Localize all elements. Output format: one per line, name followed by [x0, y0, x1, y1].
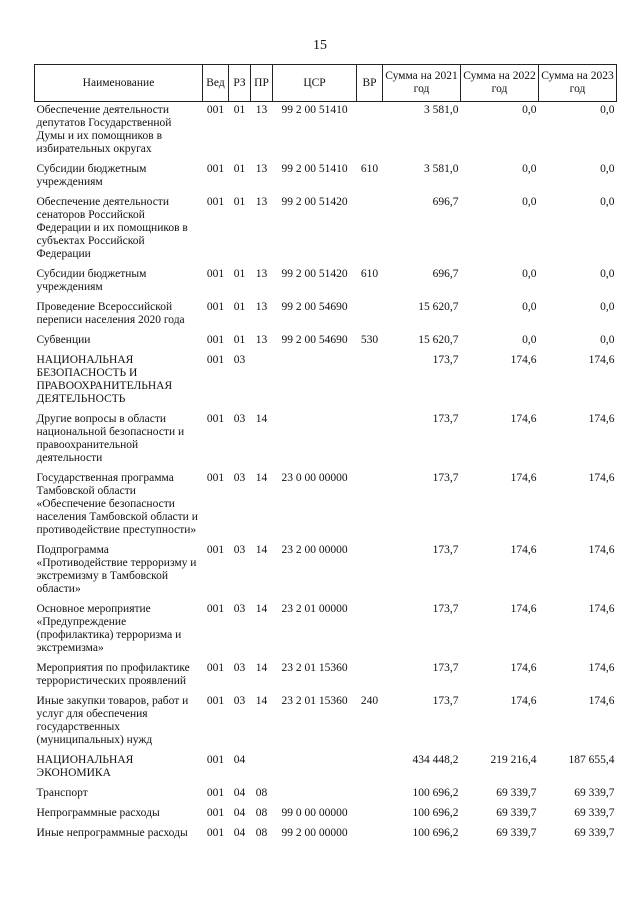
row-sum-2023: 174,6 — [588, 472, 615, 484]
row-name: Обеспечение деятельности сенаторов Российской Федерации и их помощников в субъектах Российской Федерации — [36, 196, 188, 260]
row-sum-2021: 173,7 — [432, 695, 459, 707]
row-pr: 13 — [255, 334, 268, 346]
row-sum-2022: 174,6 — [510, 603, 537, 615]
row-sum-2021: 173,7 — [432, 472, 459, 484]
row-ved: 001 — [206, 413, 225, 425]
row-vr — [357, 785, 383, 805]
row-vr — [357, 352, 383, 411]
row-sum-2023: 0,0 — [600, 196, 615, 208]
row-name: Подпрограмма «Противодействие терроризму и экстремизму в Тамбовской области» — [36, 544, 197, 595]
row-ved: 001 — [206, 603, 225, 615]
header-vr: ВР — [357, 65, 383, 102]
header-sum-2021: Сумма на 2021 год — [383, 65, 461, 102]
row-sum-2022: 174,6 — [510, 544, 537, 556]
row-vr — [357, 660, 383, 693]
row-ved: 001 — [206, 354, 225, 366]
row-name: Государственная программа Тамбовской области «Обеспечение безопасности населения Тамбовской области и противодействие преступности» — [36, 472, 198, 536]
row-sum-2022: 0,0 — [522, 196, 537, 208]
row-rz: 04 — [233, 754, 246, 766]
row-pr: 14 — [255, 472, 268, 484]
row-sum-2022: 0,0 — [522, 163, 537, 175]
row-rz: 03 — [233, 662, 246, 674]
row-sum-2021: 15 620,7 — [418, 334, 459, 346]
row-vr — [357, 299, 383, 332]
row-rz: 01 — [233, 196, 246, 208]
row-vr — [357, 805, 383, 825]
row-vr — [357, 470, 383, 542]
row-ved: 001 — [206, 754, 225, 766]
row-sum-2023: 69 339,7 — [574, 787, 615, 799]
row-sum-2023: 69 339,7 — [574, 827, 615, 839]
row-sum-2023: 174,6 — [588, 413, 615, 425]
row-sum-2022: 69 339,7 — [496, 807, 537, 819]
row-sum-2022: 69 339,7 — [496, 827, 537, 839]
row-sum-2021: 173,7 — [432, 544, 459, 556]
row-rz: 04 — [233, 827, 246, 839]
row-pr — [251, 752, 273, 785]
row-csr — [273, 352, 357, 411]
header-csr: ЦСР — [273, 65, 357, 102]
header-sum-2022: Сумма на 2022 год — [461, 65, 539, 102]
header-pr: ПР — [251, 65, 273, 102]
row-sum-2023: 69 339,7 — [574, 807, 615, 819]
table-row — [35, 161, 617, 194]
row-vr: 610 — [360, 268, 379, 280]
table-row — [35, 194, 617, 266]
row-vr — [357, 825, 383, 845]
row-csr: 23 0 00 00000 — [281, 472, 348, 484]
row-pr: 13 — [255, 301, 268, 313]
row-csr — [273, 752, 357, 785]
table-row — [35, 785, 617, 805]
row-sum-2022: 219 216,4 — [490, 754, 537, 766]
table-row — [35, 752, 617, 785]
row-sum-2022: 174,6 — [510, 662, 537, 674]
row-name: Субсидии бюджетным учреждениям — [36, 163, 147, 188]
row-rz: 01 — [233, 163, 246, 175]
row-csr — [273, 411, 357, 470]
row-csr: 99 2 00 00000 — [281, 827, 348, 839]
row-name: Другие вопросы в области национальной безопасности и правоохранительной деятельности — [36, 413, 185, 464]
row-ved: 001 — [206, 662, 225, 674]
row-pr — [251, 352, 273, 411]
row-sum-2021: 173,7 — [432, 662, 459, 674]
table-row — [35, 805, 617, 825]
row-rz: 01 — [233, 104, 246, 116]
budget-table — [34, 64, 617, 845]
row-sum-2022: 174,6 — [510, 472, 537, 484]
row-sum-2021: 100 696,2 — [412, 827, 459, 839]
row-name: НАЦИОНАЛЬНАЯ БЕЗОПАСНОСТЬ И ПРАВООХРАНИТЕЛЬНАЯ ДЕЯТЕЛЬНОСТЬ — [36, 354, 173, 405]
row-sum-2021: 100 696,2 — [412, 807, 459, 819]
row-ved: 001 — [206, 695, 225, 707]
row-rz: 04 — [233, 807, 246, 819]
row-sum-2022: 0,0 — [522, 104, 537, 116]
table-row — [35, 102, 617, 162]
row-csr: 99 2 00 51420 — [281, 196, 348, 208]
table-row — [35, 332, 617, 352]
row-rz: 03 — [233, 413, 246, 425]
row-ved: 001 — [206, 301, 225, 313]
row-vr — [357, 411, 383, 470]
row-sum-2021: 696,7 — [432, 268, 459, 280]
row-ved: 001 — [206, 544, 225, 556]
row-name: Транспорт — [36, 787, 88, 799]
row-sum-2023: 0,0 — [600, 301, 615, 313]
row-name: Субсидии бюджетным учреждениям — [36, 268, 147, 293]
row-sum-2022: 0,0 — [522, 268, 537, 280]
row-pr: 14 — [255, 695, 268, 707]
row-csr: 23 2 01 15360 — [281, 695, 348, 707]
row-sum-2023: 0,0 — [600, 163, 615, 175]
header-ved: Вед — [203, 65, 229, 102]
row-ved: 001 — [206, 163, 225, 175]
page-number: 15 — [313, 38, 327, 53]
row-vr — [357, 752, 383, 785]
row-name: Иные закупки товаров, работ и услуг для обеспечения государственных (муниципальных) нужд — [36, 695, 189, 746]
row-csr: 99 2 00 51410 — [281, 163, 348, 175]
row-name: Субвенции — [36, 334, 91, 346]
row-rz: 01 — [233, 334, 246, 346]
row-name: Непрограммные расходы — [36, 807, 160, 819]
row-rz: 03 — [233, 603, 246, 615]
row-pr: 14 — [255, 662, 268, 674]
row-name: Обеспечение деятельности депутатов Государственной Думы и их помощников в избирательных округах — [36, 104, 172, 155]
row-rz: 01 — [233, 268, 246, 280]
row-sum-2021: 3 581,0 — [424, 104, 459, 116]
row-pr: 13 — [255, 268, 268, 280]
row-ved: 001 — [206, 787, 225, 799]
row-name: НАЦИОНАЛЬНАЯ ЭКОНОМИКА — [36, 754, 134, 779]
row-pr: 14 — [255, 544, 268, 556]
table-row — [35, 601, 617, 660]
row-sum-2021: 434 448,2 — [412, 754, 459, 766]
row-ved: 001 — [206, 268, 225, 280]
row-sum-2023: 0,0 — [600, 268, 615, 280]
header-sum-2023: Сумма на 2023 год — [539, 65, 617, 102]
row-csr — [273, 785, 357, 805]
row-sum-2023: 174,6 — [588, 695, 615, 707]
row-pr: 08 — [255, 787, 268, 799]
row-sum-2021: 173,7 — [432, 603, 459, 615]
table-row — [35, 411, 617, 470]
row-ved: 001 — [206, 104, 225, 116]
table-row — [35, 542, 617, 601]
row-pr: 14 — [255, 413, 268, 425]
row-ved: 001 — [206, 472, 225, 484]
table-row — [35, 299, 617, 332]
row-csr: 23 2 01 00000 — [281, 603, 348, 615]
row-vr: 530 — [360, 334, 379, 346]
row-sum-2021: 173,7 — [432, 354, 459, 366]
row-sum-2022: 0,0 — [522, 334, 537, 346]
header-rz: РЗ — [229, 65, 251, 102]
row-sum-2023: 187 655,4 — [568, 754, 615, 766]
row-vr — [357, 601, 383, 660]
row-pr: 08 — [255, 807, 268, 819]
row-sum-2022: 174,6 — [510, 413, 537, 425]
table-row — [35, 660, 617, 693]
table-row — [35, 266, 617, 299]
row-rz: 03 — [233, 354, 246, 366]
row-vr: 610 — [360, 163, 379, 175]
row-csr: 23 2 01 15360 — [281, 662, 348, 674]
row-pr: 13 — [255, 163, 268, 175]
row-sum-2023: 0,0 — [600, 334, 615, 346]
row-sum-2023: 174,6 — [588, 603, 615, 615]
row-name: Основное мероприятие «Предупреждение (профилактика) терроризма и экстремизма» — [36, 603, 182, 654]
row-vr — [357, 102, 383, 162]
row-sum-2023: 174,6 — [588, 354, 615, 366]
row-sum-2021: 100 696,2 — [412, 787, 459, 799]
table-row — [35, 693, 617, 752]
table-header — [35, 65, 617, 102]
row-csr: 23 2 00 00000 — [281, 544, 348, 556]
row-rz: 03 — [233, 472, 246, 484]
row-rz: 04 — [233, 787, 246, 799]
row-sum-2021: 15 620,7 — [418, 301, 459, 313]
row-sum-2023: 174,6 — [588, 544, 615, 556]
row-ved: 001 — [206, 807, 225, 819]
row-ved: 001 — [206, 334, 225, 346]
row-rz: 01 — [233, 301, 246, 313]
row-sum-2022: 0,0 — [522, 301, 537, 313]
row-sum-2021: 696,7 — [432, 196, 459, 208]
row-sum-2022: 69 339,7 — [496, 787, 537, 799]
table-row — [35, 352, 617, 411]
row-sum-2023: 0,0 — [600, 104, 615, 116]
table-row — [35, 470, 617, 542]
header-name: Наименование — [35, 65, 203, 102]
row-vr: 240 — [360, 695, 379, 707]
row-pr: 14 — [255, 603, 268, 615]
row-name: Иные непрограммные расходы — [36, 827, 188, 839]
table-row — [35, 825, 617, 845]
row-sum-2021: 173,7 — [432, 413, 459, 425]
row-sum-2023: 174,6 — [588, 662, 615, 674]
row-pr: 13 — [255, 104, 268, 116]
row-sum-2021: 3 581,0 — [424, 163, 459, 175]
row-name: Проведение Всероссийской переписи населения 2020 года — [36, 301, 185, 326]
row-pr: 13 — [255, 196, 268, 208]
row-sum-2022: 174,6 — [510, 695, 537, 707]
row-ved: 001 — [206, 827, 225, 839]
row-sum-2022: 174,6 — [510, 354, 537, 366]
table-body — [35, 102, 617, 846]
row-name: Мероприятия по профилактике террористических проявлений — [36, 662, 190, 687]
row-vr — [357, 194, 383, 266]
row-rz: 03 — [233, 695, 246, 707]
row-csr: 99 2 00 54690 — [281, 301, 348, 313]
row-csr: 99 2 00 51410 — [281, 104, 348, 116]
row-csr: 99 2 00 54690 — [281, 334, 348, 346]
row-csr: 99 0 00 00000 — [281, 807, 348, 819]
row-vr — [357, 542, 383, 601]
row-csr: 99 2 00 51420 — [281, 268, 348, 280]
row-pr: 08 — [255, 827, 268, 839]
row-rz: 03 — [233, 544, 246, 556]
row-ved: 001 — [206, 196, 225, 208]
